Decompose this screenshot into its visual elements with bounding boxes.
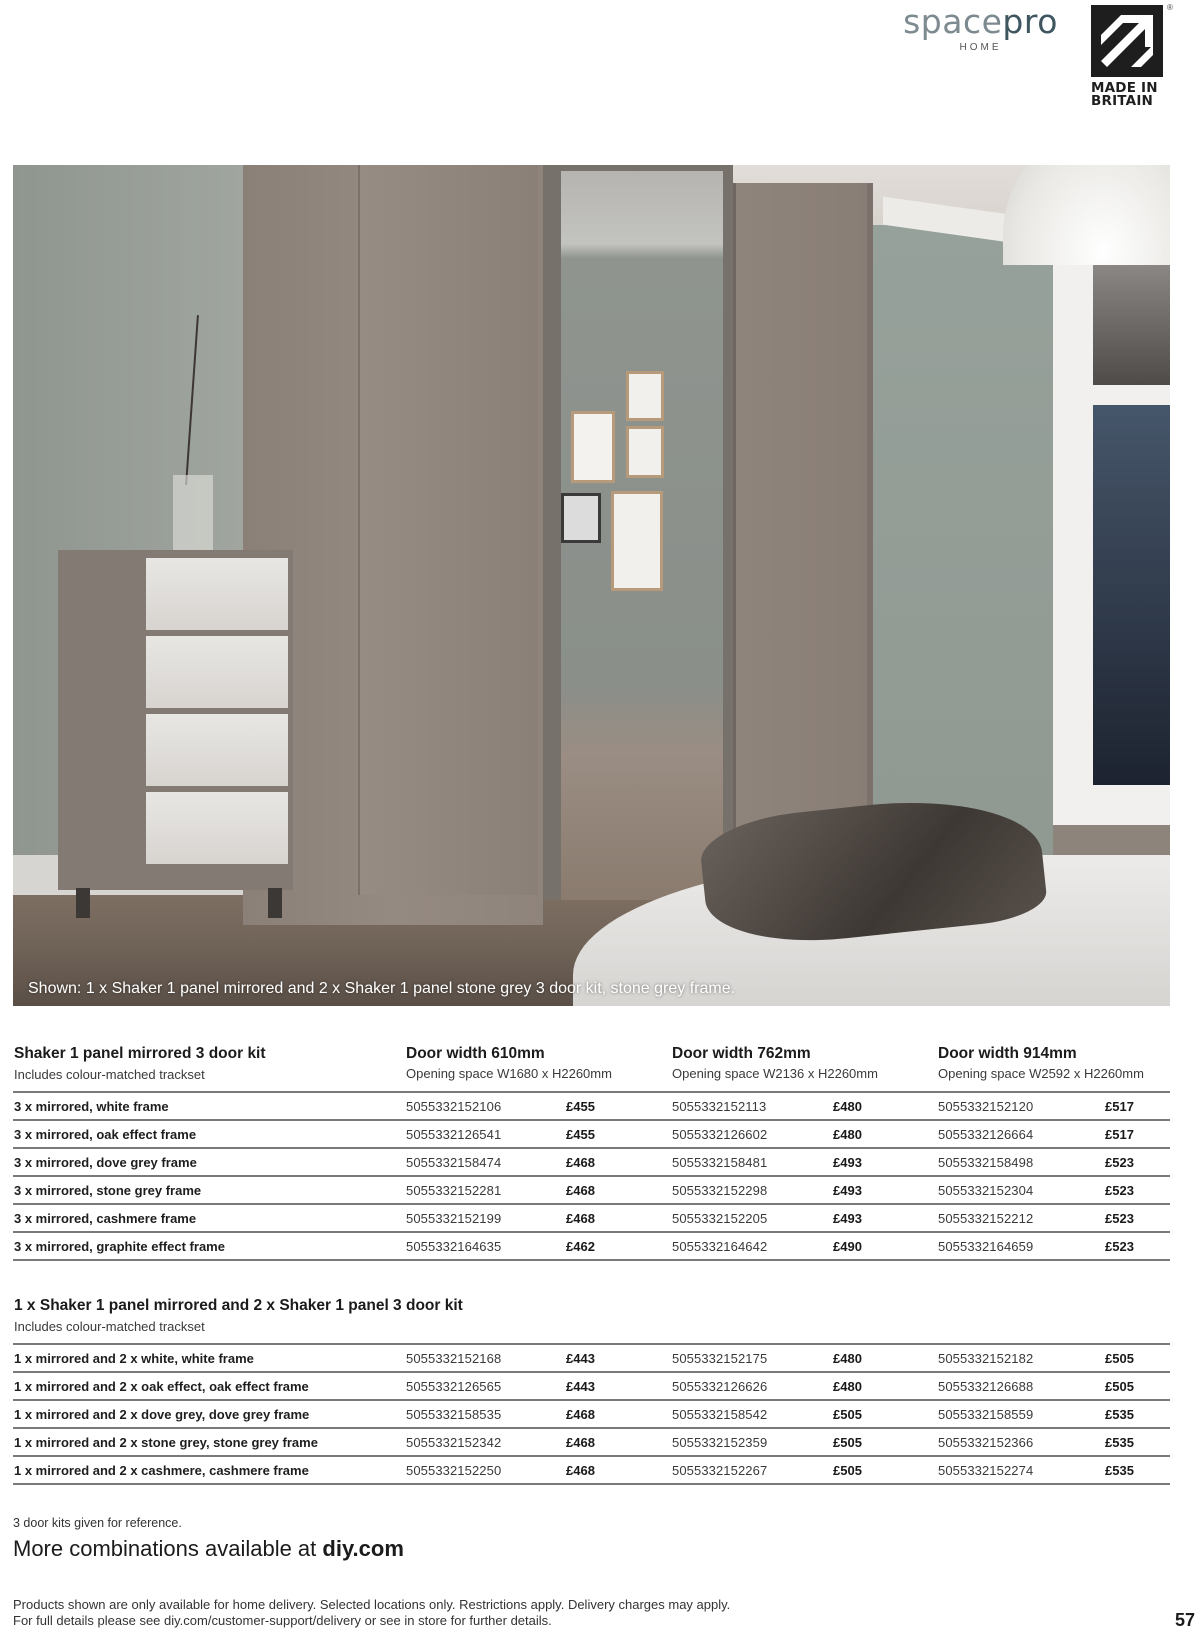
price-914: £523: [1105, 1183, 1134, 1198]
ean-code-762: 5055332152205: [672, 1211, 768, 1226]
ean-code-914: 5055332126688: [938, 1379, 1034, 1394]
price-610: £455: [566, 1099, 595, 1114]
diy-link[interactable]: diy.com: [322, 1536, 404, 1561]
reflected-frame: [626, 426, 664, 478]
ean-code-610: 5055332158535: [406, 1407, 502, 1422]
column-914mm: [938, 1045, 1144, 1081]
product-description: 3 x mirrored, oak effect frame: [14, 1127, 197, 1142]
table-row: [13, 1121, 1170, 1149]
price-762: £505: [833, 1463, 862, 1478]
badge-line2: BRITAIN: [1091, 93, 1154, 109]
column-opening: Opening space W2136 x H2260mm: [672, 1066, 878, 1081]
price-762: £480: [833, 1099, 862, 1114]
product-description: 1 x mirrored and 2 x oak effect, oak effect frame: [14, 1379, 309, 1394]
ean-code-914: 5055332126664: [938, 1127, 1034, 1142]
ean-code-610: 5055332152281: [406, 1183, 502, 1198]
column-heading: Door width 610mm: [406, 1045, 545, 1062]
ean-code-914: 5055332152182: [938, 1351, 1034, 1366]
reflected-frame: [611, 491, 663, 591]
table-title: 1 x Shaker 1 panel mirrored and 2 x Shaker 1 panel 3 door kit: [14, 1297, 463, 1314]
ean-code-762: 5055332164642: [672, 1239, 768, 1254]
mirrored-and-panel-3-door-kit-table: [13, 1297, 1170, 1485]
price-762: £490: [833, 1239, 862, 1254]
logo-sub: HOME: [959, 42, 1002, 53]
legal-line-2: For full details please see diy.com/customer-support/delivery or see in store for further details.: [13, 1613, 552, 1628]
column-opening: Opening space W2592 x H2260mm: [938, 1066, 1144, 1081]
table-row: [13, 1457, 1170, 1485]
price-610: £468: [566, 1155, 595, 1170]
table-body: [13, 1343, 1170, 1485]
product-description: 3 x mirrored, white frame: [14, 1099, 169, 1114]
mirror-reflection: [561, 171, 723, 900]
legal-line-1: Products shown are only available for home delivery. Selected locations only. Restrictions apply. Delivery charges may apply.: [13, 1597, 731, 1612]
product-description: 3 x mirrored, dove grey frame: [14, 1155, 197, 1170]
ean-code-610: 5055332164635: [406, 1239, 502, 1254]
table-body: [13, 1091, 1170, 1261]
stone-grey-door-right: [733, 183, 873, 903]
price-914: £523: [1105, 1211, 1134, 1226]
ean-code-610: 5055332152250: [406, 1463, 502, 1478]
glass-vase: [173, 475, 213, 550]
mirrored-3-door-kit-table: [13, 1045, 1170, 1261]
table-row: [13, 1373, 1170, 1401]
ean-code-914: 5055332152366: [938, 1435, 1034, 1450]
price-762: £480: [833, 1351, 862, 1366]
mirrored-door: [543, 165, 733, 900]
price-914: £505: [1105, 1351, 1134, 1366]
price-762: £480: [833, 1127, 862, 1142]
ean-code-914: 5055332164659: [938, 1239, 1034, 1254]
made-in-britain-badge: [1091, 3, 1173, 109]
price-610: £443: [566, 1351, 595, 1366]
ean-code-914: 5055332152274: [938, 1463, 1034, 1478]
product-description: 1 x mirrored and 2 x dove grey, dove grey frame: [14, 1407, 310, 1422]
price-914: £535: [1105, 1407, 1134, 1422]
table-subtitle: Includes colour-matched trackset: [14, 1067, 205, 1082]
drawer: [146, 792, 288, 864]
column-heading: Door width 914mm: [938, 1045, 1077, 1062]
product-description: 1 x mirrored and 2 x stone grey, stone grey frame: [14, 1435, 318, 1450]
price-610: £443: [566, 1379, 595, 1394]
ean-code-610: 5055332126565: [406, 1379, 502, 1394]
product-description: 1 x mirrored and 2 x cashmere, cashmere frame: [14, 1463, 309, 1478]
spacepro-home-logo: [888, 2, 1073, 53]
product-description: 3 x mirrored, graphite effect frame: [14, 1239, 225, 1254]
ean-code-610: 5055332152199: [406, 1211, 502, 1226]
more-combinations: [13, 1536, 404, 1562]
drawer: [146, 558, 288, 630]
price-914: £505: [1105, 1379, 1134, 1394]
logo-pro: pro: [1002, 2, 1058, 41]
ean-code-762: 5055332152298: [672, 1183, 768, 1198]
hero-caption: Shown: 1 x Shaker 1 panel mirrored and 2 x Shaker 1 panel stone grey 3 door kit, stone grey frame.: [28, 980, 736, 997]
table-row: [13, 1233, 1170, 1261]
ean-code-610: 5055332152342: [406, 1435, 502, 1450]
table-header: [13, 1045, 1170, 1091]
price-762: £493: [833, 1183, 862, 1198]
more-text: More combinations available at: [13, 1536, 323, 1561]
table-row: [13, 1149, 1170, 1177]
ean-code-610: 5055332158474: [406, 1155, 502, 1170]
table-row: [13, 1429, 1170, 1457]
hero-room-image: [13, 165, 1170, 1006]
reflected-frame: [571, 411, 615, 483]
registered-mark: ®: [1167, 3, 1173, 12]
roman-blind: [1093, 265, 1170, 385]
price-914: £517: [1105, 1099, 1134, 1114]
price-762: £493: [833, 1211, 862, 1226]
ean-code-762: 5055332126626: [672, 1379, 768, 1394]
stone-grey-door-left: [358, 165, 538, 895]
price-610: £468: [566, 1211, 595, 1226]
table-header: [13, 1297, 1170, 1343]
price-914: £535: [1105, 1435, 1134, 1450]
ean-code-762: 5055332158481: [672, 1155, 768, 1170]
price-914: £523: [1105, 1155, 1134, 1170]
made-in-britain-arrow-icon: [1091, 5, 1163, 77]
price-610: £468: [566, 1463, 595, 1478]
product-description: 3 x mirrored, stone grey frame: [14, 1183, 202, 1198]
ean-code-914: 5055332152304: [938, 1183, 1034, 1198]
table-row: [13, 1345, 1170, 1373]
ean-code-914: 5055332152212: [938, 1211, 1034, 1226]
reflected-frame: [561, 493, 601, 543]
price-762: £505: [833, 1435, 862, 1450]
ean-code-762: 5055332152359: [672, 1435, 768, 1450]
page-number: 57: [1175, 1610, 1196, 1630]
price-762: £505: [833, 1407, 862, 1422]
ean-code-762: 5055332126602: [672, 1127, 768, 1142]
logo-space: space: [903, 2, 1003, 41]
price-610: £468: [566, 1183, 595, 1198]
column-heading: Door width 762mm: [672, 1045, 811, 1062]
reflected-frame: [626, 371, 664, 421]
price-610: £455: [566, 1127, 595, 1142]
ean-code-610: 5055332152168: [406, 1351, 502, 1366]
chest-leg: [76, 888, 90, 918]
product-description: 3 x mirrored, cashmere frame: [14, 1211, 197, 1226]
reference-note: 3 door kits given for reference.: [13, 1516, 182, 1530]
window: [1053, 265, 1170, 825]
drawer: [146, 714, 288, 786]
ean-code-610: 5055332152106: [406, 1099, 502, 1114]
ean-code-914: 5055332158498: [938, 1155, 1034, 1170]
table-row: [13, 1093, 1170, 1121]
ean-code-914: 5055332152120: [938, 1099, 1034, 1114]
pendant-lamp: [1003, 165, 1170, 265]
drawer: [146, 636, 288, 708]
table-row: [13, 1205, 1170, 1233]
legal-text: [13, 1597, 730, 1629]
price-914: £535: [1105, 1463, 1134, 1478]
column-762mm: [672, 1045, 878, 1081]
window-pane: [1093, 405, 1170, 785]
price-610: £468: [566, 1407, 595, 1422]
column-610mm: [406, 1045, 612, 1081]
price-762: £493: [833, 1155, 862, 1170]
ean-code-762: 5055332158542: [672, 1407, 768, 1422]
table-subtitle: Includes colour-matched trackset: [14, 1319, 205, 1334]
ean-code-762: 5055332152267: [672, 1463, 768, 1478]
price-610: £462: [566, 1239, 595, 1254]
ean-code-762: 5055332152113: [672, 1099, 767, 1114]
table-title: Shaker 1 panel mirrored 3 door kit: [14, 1045, 266, 1062]
ean-code-610: 5055332126541: [406, 1127, 502, 1142]
table-row: [13, 1177, 1170, 1205]
table-row: [13, 1401, 1170, 1429]
badge-line1: MADE IN: [1091, 80, 1158, 96]
chest-leg: [268, 888, 282, 918]
price-914: £517: [1105, 1127, 1134, 1142]
ean-code-914: 5055332158559: [938, 1407, 1034, 1422]
column-opening: Opening space W1680 x H2260mm: [406, 1066, 612, 1081]
chest-of-drawers: [58, 550, 293, 890]
price-610: £468: [566, 1435, 595, 1450]
price-914: £523: [1105, 1239, 1134, 1254]
price-762: £480: [833, 1379, 862, 1394]
ean-code-762: 5055332152175: [672, 1351, 768, 1366]
product-description: 1 x mirrored and 2 x white, white frame: [14, 1351, 254, 1366]
